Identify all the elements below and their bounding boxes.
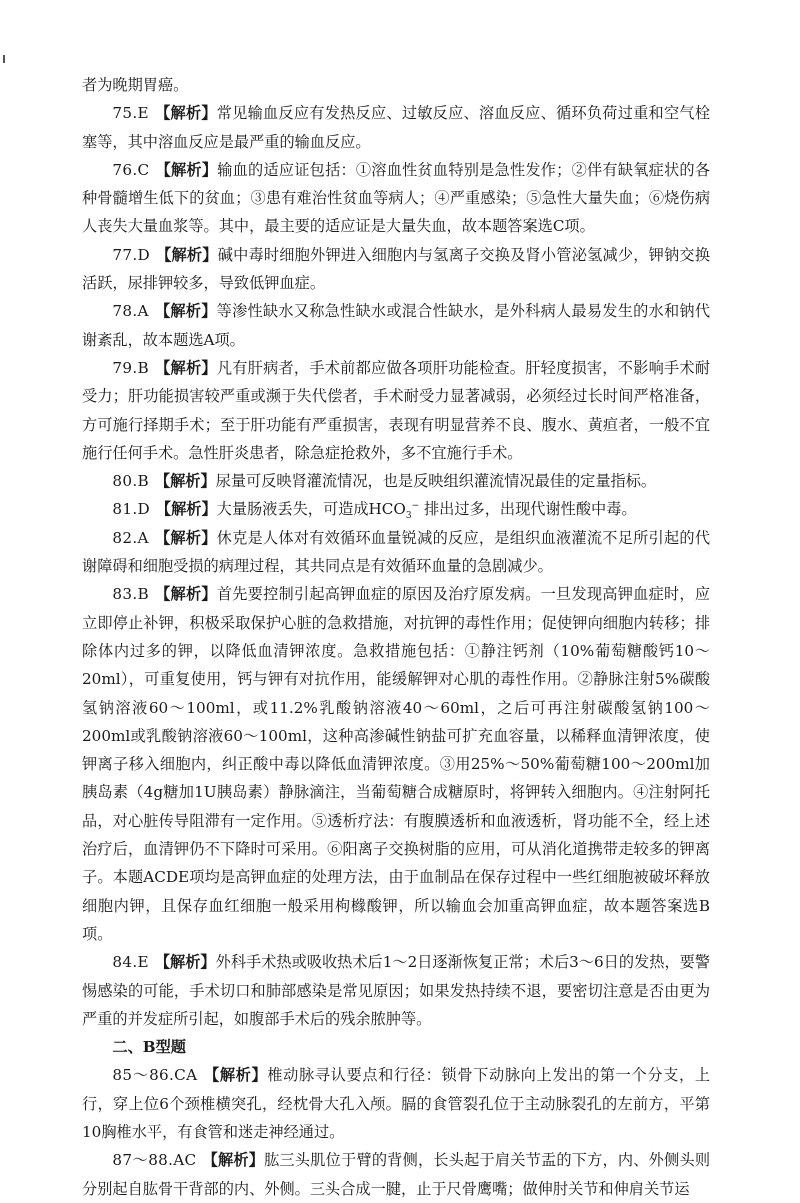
answer-number: 80.B xyxy=(112,472,149,491)
answer-text: 椎动脉寻认要点和行径：锁骨下动脉向上发出的第一个分支，上行，穿上位6个颈椎横突孔，经枕骨大孔入颅。膈的食管裂孔位于主动脉裂孔的左前方，平第10胸椎水平，有食管和迷走神经通过。 xyxy=(82,1066,711,1141)
answer-entry xyxy=(82,354,710,467)
analysis-tag: 【解析】 xyxy=(155,245,218,264)
answer-text: 输血的适应证包括：①溶血性贫血特别是急性发作；②伴有缺氧症状的各种骨髓增生低下的贫血；③患有难治性贫血等病人；④严重感染；⑤急性大量失血；⑥烧伤病人丧失大量血浆等。其中，最主要的适应证是大量失血，故本题答案选C项。 xyxy=(82,160,710,236)
analysis-tag: 【解析】 xyxy=(154,953,216,972)
answer-text: 等渗性缺水又称急性缺水或混合性缺水，是外科病人最易发生的水和钠代谢紊乱，故本题选A项。 xyxy=(82,302,711,349)
answer-number: 82.A xyxy=(112,528,149,547)
answer-text: 休克是人体对有效循环血量锐减的反应，是组织血液灌流不足所引起的代谢障碍和细胞受损的病理过程，其共同点是有效循环血量的急剧减少。 xyxy=(82,528,711,576)
answer-text: 大量肠液丢失，可造成HCO xyxy=(216,500,406,519)
intro-line: 者为晚期胃癌。 xyxy=(82,76,189,94)
answer-text: 凡有肝病者，手术前都应做各项肝功能检查。肝轻度损害，不影响手术耐受力；肝功能损害较严重或濒于失代偿者，手术耐受力显著减弱，必须经过长时间严格准备，方可施行择期手术；至于肝功能有严重损害，表现有明显营养不良、腹水、黄疸者，一般不宜施行任何手术。急性肝炎患者，除急症抢救外，多不宜施行手术。 xyxy=(82,358,711,462)
section-b-heading: 二、B型题 xyxy=(112,1038,186,1057)
analysis-tag: 【解析】 xyxy=(154,528,217,547)
analysis-tag: 【解析】 xyxy=(154,104,217,123)
answer-entry xyxy=(82,99,710,156)
analysis-tag: 【解析】 xyxy=(154,585,217,604)
answer-entry xyxy=(82,1146,710,1203)
answer-number: 76.C xyxy=(112,160,150,179)
analysis-tag: 【解析】 xyxy=(155,160,218,179)
document-body xyxy=(82,71,710,1203)
analysis-tag: 【解析】 xyxy=(203,1066,268,1085)
answer-text: 尿量可反映肾灌流情况，也是反映组织灌流情况最佳的定量指标。 xyxy=(215,472,657,491)
answer-entry xyxy=(82,156,710,241)
answer-text: 常见输血反应有发热反应、过敏反应、溶血反应、循环负荷过重和空气栓塞等，其中溶血反应是最严重的输血反应。 xyxy=(82,104,711,151)
analysis-tag: 【解析】 xyxy=(154,358,217,377)
answer-entry xyxy=(82,467,710,495)
answer-entry xyxy=(82,1061,710,1146)
answer-entry xyxy=(82,524,710,581)
answer-entry xyxy=(82,297,710,354)
answer-number: 75.E xyxy=(112,104,149,123)
analysis-tag: 【解析】 xyxy=(154,302,217,321)
margin-mark xyxy=(3,55,5,63)
answer-number: 84.E xyxy=(112,953,149,972)
answer-number: 78.A xyxy=(112,302,149,321)
answer-text: 外科手术热或吸收热术后1～2日逐渐恢复正常；术后3～6日的发热，要警惕感染的可能，手术切口和肺部感染是常见原因；如果发热持续不退，要密切注意是否由更为严重的并发症所引起，如腹部手术后的残余脓肿等。 xyxy=(82,953,711,1028)
answer-list xyxy=(82,99,710,1033)
answer-text: 首先要控制引起高钾血症的原因及治疗原发病。一旦发现高钾血症时，应立即停止补钾，积极采取保护心脏的急救措施，对抗钾的毒性作用；促使钾向细胞内转移；排除体内过多的钾，以降低血清钾浓度。急救措施包括：①静注钙剂（10%葡萄糖酸钙10～20ml），可重复使用，钙与钾有对抗作用，能缓解钾对心肌的毒性作用。②静脉注射5%碳酸氢钠溶液60～100ml，或11.2%乳酸钠溶液40～60ml，之后可再注射碳酸氢钠100～200ml或乳酸钠溶液60～100ml，这种高渗碱性钠盐可扩充血容量，以稀释血清钾浓度，使钾离子移入细胞内，纠正酸中毒以降低血清钾浓度。③用25%～50%葡萄糖100～200ml加胰岛素（4g糖加1U胰岛素）静脉滴注，当葡萄糖合成糖原时，将钾转入细胞内。④注射阿托品，对心脏传导阻滞有一定作用。⑤透析疗法：有腹膜透析和血液透析，肾功能不全，经上述治疗后，血清钾仍不下降时可采用。⑥阳离子交换树脂的应用，可从消化道携带走较多的钾离子。本题ACDE项均是高钾血症的处理方法，由于血制品在保存过程中一些红细胞被破坏释放细胞内钾，且保存血红细胞一般采用枸橼酸钾，所以输血会加重高钾血症，故本题答案选B项。 xyxy=(82,585,711,943)
formula-subscript: 3 xyxy=(405,511,412,522)
answer-list-b xyxy=(82,1061,710,1202)
answer-number: 77.D xyxy=(112,245,150,264)
formula-superscript: − xyxy=(411,501,420,512)
answer-entry xyxy=(82,580,710,948)
answer-text: 肱三头肌位于臂的背侧，长头起于肩关节盂的下方，内、外侧头则分别起自肱骨干背部的内、外侧。三头合成一腱，止于尺骨鹰嘴；做伸肘关节和伸肩关节运 xyxy=(82,1151,711,1198)
analysis-tag: 【解析】 xyxy=(202,1151,265,1170)
analysis-tag: 【解析】 xyxy=(154,472,216,491)
answer-entry xyxy=(82,948,710,1033)
answer-number: 83.B xyxy=(112,585,149,604)
answer-text-tail: 排出过多，出现代谢性酸中毒。 xyxy=(419,500,637,519)
answer-entry xyxy=(82,495,710,523)
answer-number: 81.D xyxy=(112,500,150,519)
answer-number: 85～86.CA xyxy=(112,1066,198,1085)
answer-entry xyxy=(82,241,710,298)
answer-text: 碱中毒时细胞外钾进入细胞内与氢离子交换及肾小管泌氢减少，钾钠交换活跃，尿排钾较多，导致低钾血症。 xyxy=(82,245,711,293)
answer-number: 79.B xyxy=(112,358,149,377)
analysis-tag: 【解析】 xyxy=(155,500,217,519)
answer-number: 87～88.AC xyxy=(112,1151,197,1170)
